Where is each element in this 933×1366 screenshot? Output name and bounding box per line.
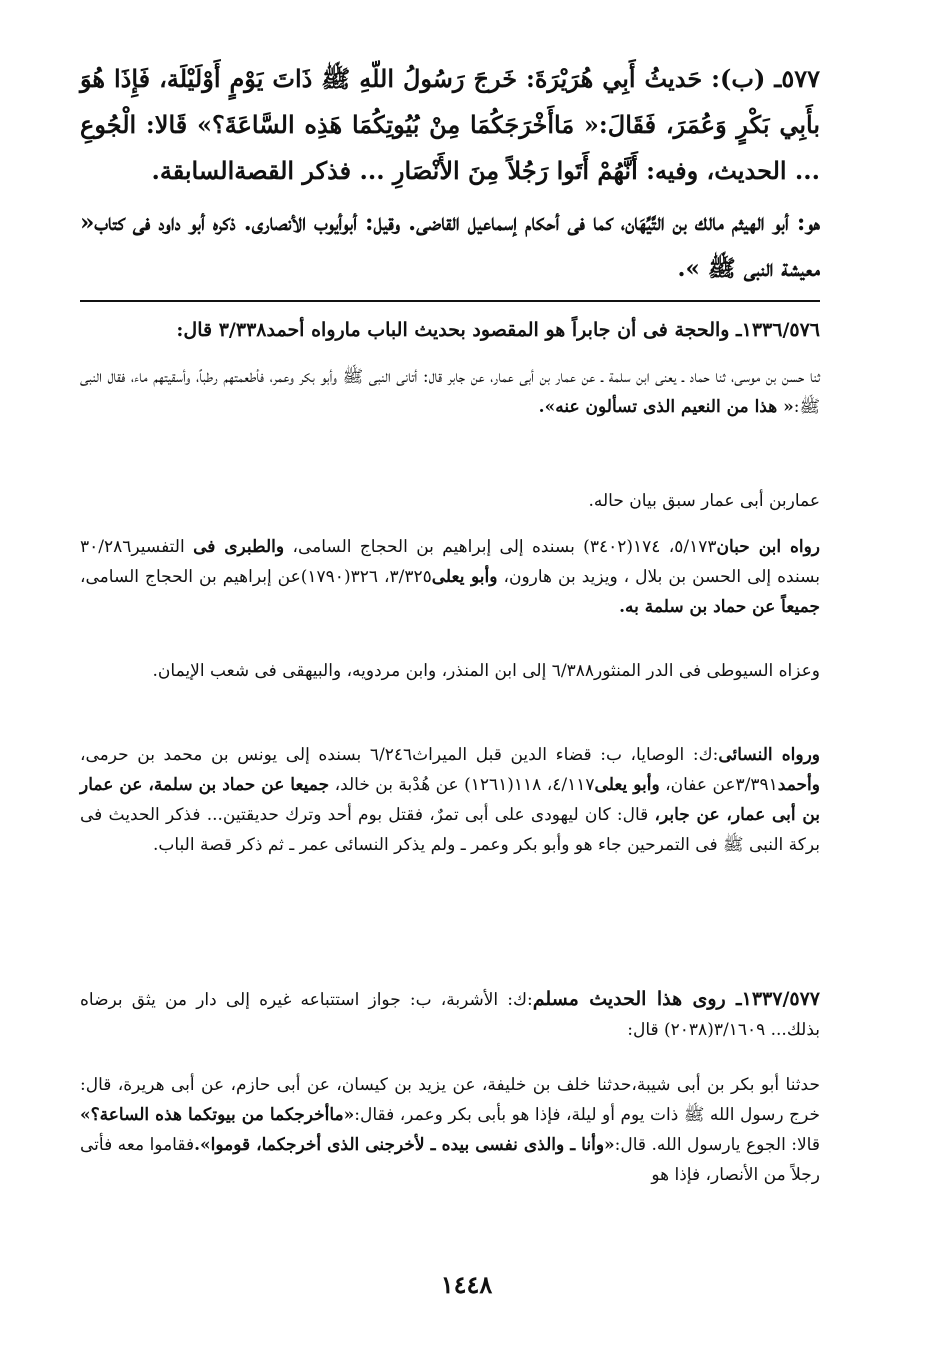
ref-text: ٥/١٧٣، ١٧٤(٣٤٠٢) بسنده إلى إبراهيم بن الحجاج السامى، xyxy=(292,537,717,557)
hadith-577-paragraph xyxy=(80,56,820,194)
hadith-text: قالا: الجوع يارسول الله. قال: xyxy=(614,1135,820,1155)
ref-text: ٤/١١٧، ١١٨(١٢٦١) عن هُدْبة بن خالد، xyxy=(334,775,595,795)
ref-bold: وأبو يعلى xyxy=(594,775,660,795)
section-1336-heading-text: ١٣٣٦/٥٧٦ـ والحجة فى أن جابراً هو المقصود بحديث الباب مارواه أحمد٣/٣٣٨ قال: xyxy=(176,319,820,341)
ref-bold: ورواه النسائى xyxy=(718,745,820,765)
ref-bold: وأحمد xyxy=(777,775,820,795)
identification-text: هو: أبو الهيثم مالك بن التَّيِّهَان، كما فى أحكام إسماعيل القاضى. وقيل: أبوأيوب الأنصارى. ذكره أبو داود فى كتاب« معيشة النبى ﷺ ». xyxy=(80,209,820,282)
section-1337-heading-text: :ك: الأشربة، ب: جواز استتباعه غيره إلى دار من يثق برضاه بذلك... ٣/١٦٠٩(٢٠٣٨) قال: xyxy=(80,990,820,1040)
ref-text: ٣/٣٢٥، ٣٢٦(١٧٩٠)عن إبراهيم بن الحجاج السامى، xyxy=(80,567,432,587)
hadith-bold: «وأنا ـ والذى نفسى بيده ـ لأخرجنى الذى أخرجكما، قوموا». xyxy=(194,1135,615,1155)
ref-bold: جميعا عن حماد بن سلمة، عن عمار بن أبى عمار، عن جابر، xyxy=(80,775,820,825)
narrator-note-text: عماربن أبى عمار سبق بيان حاله. xyxy=(588,491,820,511)
section-1336-hadith xyxy=(80,362,820,422)
ref-text: ٣/٣٩١عن عفان، xyxy=(665,775,778,795)
hadith-bold: «ماأخرجكما من بيوتكما هذه الساعة؟» xyxy=(80,1105,355,1125)
page-number: ١٤٤٨ xyxy=(440,1270,493,1299)
ref-text: :ك: الوصايا، ب: قضاء الدين قبل الميراث٦/٢٤٦ بسنده إلى يونس بن محمد بن حرمى، xyxy=(80,745,719,765)
takhrij-nasai xyxy=(80,740,820,860)
section-1337-hadith xyxy=(80,1070,820,1190)
hadith-text: حدثنا أبو بكر بن أبى شيبة،حدثنا خلف بن خليفة، عن يزيد بن كيسان، عن أبى حازم، عن أبى هريرة، قال: خرج رسول الله ﷺ ذات يوم أو ليلة، فإذا هو بأبى بكر وعمر، فقال: xyxy=(80,1075,820,1125)
ref-bold: جميعاً عن حماد بن سلمة به. xyxy=(619,597,820,617)
takhrij-ibn-hibban xyxy=(80,532,820,622)
ref-bold: وأبو يعلى xyxy=(431,567,498,587)
ref-bold: رواه ابن حبان xyxy=(716,537,821,557)
suyuti-note xyxy=(80,656,820,686)
hadith-isnad-text: ثنا حسن بن موسى، ثنا حماد ـ يعنى ابن سلمة ـ عن عمار بن أبى عمار، عن جابر قال: أتانى النبى ﷺ وأبو بكر وعمر، فأطعمتهم رطباً، وأسقيتهم ماء، فقال النبى ﷺ: xyxy=(80,367,820,417)
ref-text: التفسير٣٠/٢٨٦ بسنده إلى الحسن بن بلال ، ويزيد بن هارون، xyxy=(80,537,821,587)
section-1337-heading-bold: ١٣٣٧/٥٧٧ـ روى هذا الحديث مسلم xyxy=(532,988,820,1010)
ref-text: قال: كان ليهودى على أبى تمرٌ، فقتل بوم أحد وترك حديقتين... فذكر الحديث فى بركة النبى ﷺ فى التمرحين جاء هو وأبو بكر وعمر ـ ولم يذكر النسائى عمر ـ ثم ذكر قصة الباب. xyxy=(80,805,820,855)
hadith-matn-bold: « هذا من النعيم الذى تسألون عنه». xyxy=(538,397,794,417)
section-1336-heading xyxy=(80,315,820,345)
identification-paragraph xyxy=(80,200,820,292)
section-1337-heading xyxy=(80,984,820,1045)
hadith-text: فقاموا معه فأتى رجلاً من الأنصار، فإذا هو xyxy=(80,1135,820,1185)
suyuti-note-text: وعزاه السيوطى فى الدر المنثور٦/٣٨٨ إلى ابن المنذر، وابن مردويه، والبيهقى فى شعب الإيمان. xyxy=(152,661,820,681)
hadith-577-text: ٥٧٧ـ (ب): حَديثُ أَبِي هُرَيْرَةَ: خَرجَ رَسُولُ اللّهِ ﷺ ذَاتَ يَوْمٍ أَوْلَيْلَة، فَإِذَا هُوَ بأَبِي بَكْرٍ وَعُمَرَ، فَقَالَ:« مَاأَخْرَجَكُمَا مِنْ بُيُوتِكُمَا هَذِه السَّاعَةَ؟» قَالا: الْجُوعِ ... الحديث، وفيه: أَنَّهُمْ أَتَوا رَجُلاً مِنَ الأَنْصَارِ ... فذكر القصةالسابقة. xyxy=(80,64,820,185)
divider-line xyxy=(80,300,820,302)
narrator-note xyxy=(80,486,820,516)
ref-bold: والطبرى فى xyxy=(193,537,285,557)
